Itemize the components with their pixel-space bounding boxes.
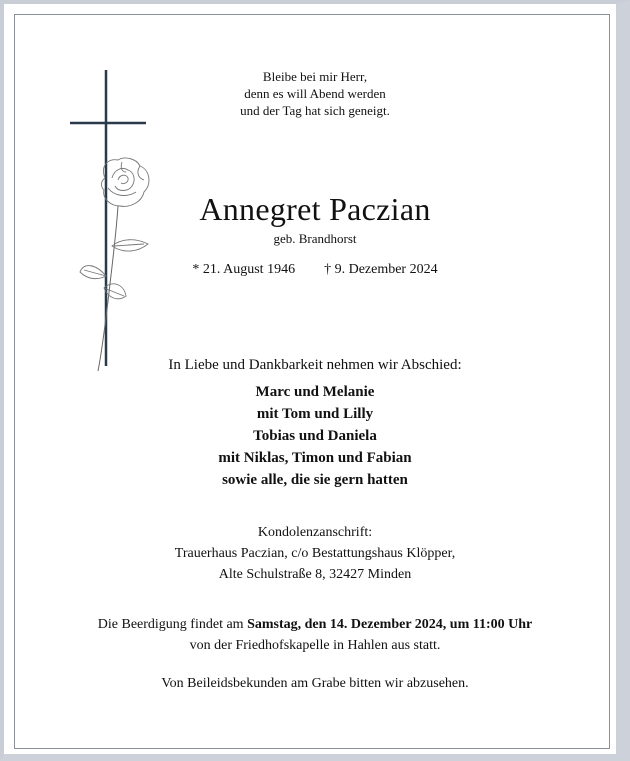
burial-prefix: Die Beerdigung findet am [97, 617, 248, 632]
deceased-name: Annegret Paczian [199, 191, 431, 227]
birth-name: geb. Brandhorst [273, 231, 357, 246]
mourner-line: mit Niklas, Timon und Fabian [218, 450, 412, 466]
mourner-line: Marc und Melanie [255, 384, 375, 400]
verse-line: und der Tag hat sich geneigt. [240, 103, 390, 118]
burial-line-1 [0, 614, 630, 635]
mourner-line: sowie alle, die sie gern hatten [222, 472, 408, 488]
birth-date: * 21. August 1946 [192, 262, 296, 277]
burial-datetime: Samstag, den 14. Dezember 2024, um 11:00 Uhr [247, 617, 533, 632]
verse [0, 68, 630, 119]
condolence-line: Trauerhaus Paczian, c/o Bestattungshaus Klöpper, [174, 546, 456, 561]
farewell-intro: In Liebe und Dankbarkeit nehmen wir Abschied: [168, 357, 462, 373]
verse-line: denn es will Abend werden [244, 86, 386, 101]
burial-notice [0, 614, 630, 656]
death-date: † 9. Dezember 2024 [324, 262, 438, 277]
closing-note: Von Beileidsbekunden am Grabe bitten wir abzusehen. [161, 676, 469, 691]
condolence-heading: Kondolenzanschrift: [257, 525, 373, 540]
mourner-line: mit Tom und Lilly [256, 406, 374, 422]
life-dates [0, 262, 630, 278]
mourner-line: Tobias und Daniela [253, 428, 377, 444]
mourners-list [0, 381, 630, 491]
burial-line-2: von der Friedhofskapelle in Hahlen aus statt. [189, 638, 441, 653]
condolence-address [0, 522, 630, 585]
condolence-line: Alte Schulstraße 8, 32427 Minden [218, 567, 412, 582]
verse-line: Bleibe bei mir Herr, [262, 69, 368, 84]
